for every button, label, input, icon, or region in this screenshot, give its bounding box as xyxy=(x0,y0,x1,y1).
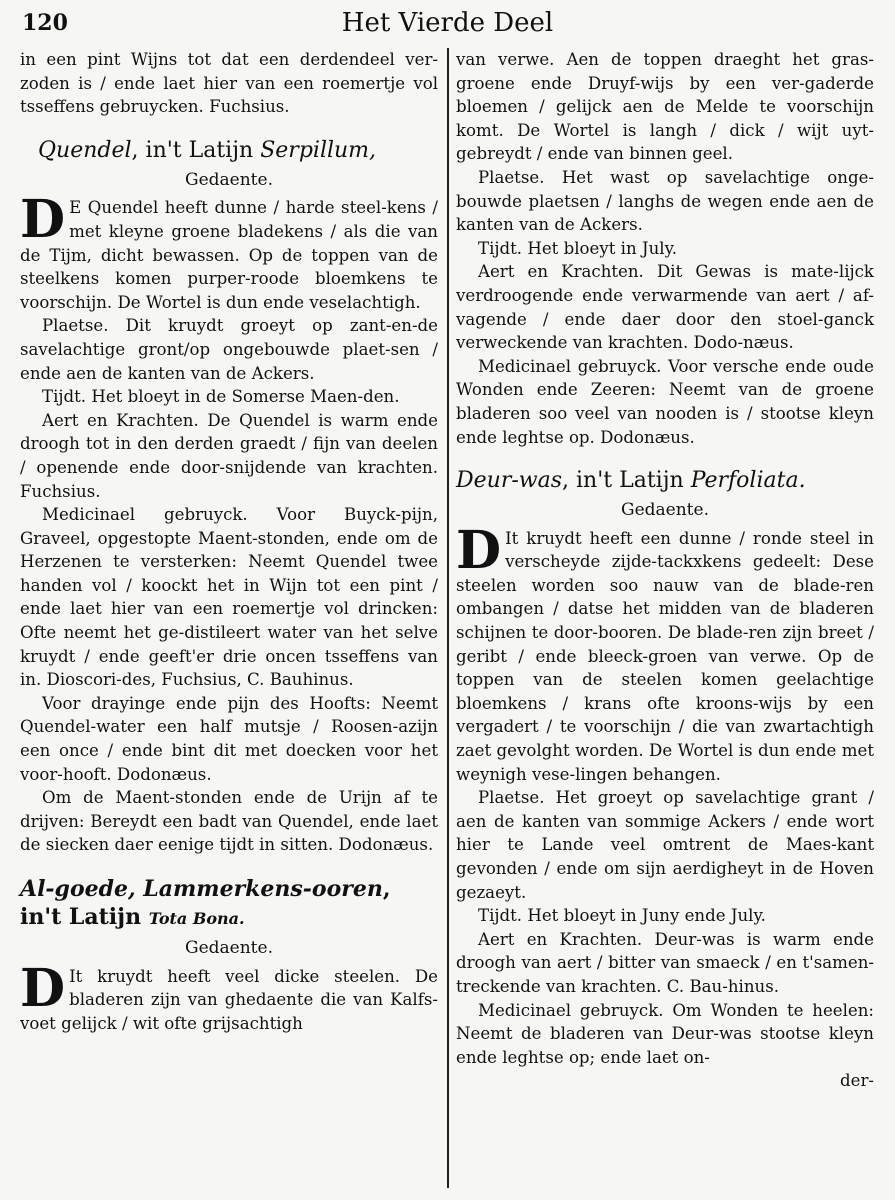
deurwas-aert: Aert en Krachten. Deur-was is warm ende droogh van aert / bitter van smaeck / en t'samen-treckende van krachten. C. Bau-hinus. xyxy=(456,929,874,996)
page-header xyxy=(0,0,895,48)
column-divider xyxy=(447,48,449,1188)
algoede-lat-name: Tota Bona. xyxy=(148,909,245,928)
deurwas-gedaente-text: It kruydt heeft een dunne / ronde steel in verscheyde zijde-tackxkens gedeelt: Dese steelen worden soo nauw van de blade-ren ombangen / datse het midden van de bladeren schijnen te door-booren. De blade-ren zijn breet / geribt / ende bleeck-groen van verwe. Op de toppen van de steelen komen geelachtige bloemkens / krans ofte kroons-wijs by een vergadert / te voorschijn / die van zwartachtigh zaet gevolght worden. De Wortel is dun ende met weynigh vese-lingen behangen. xyxy=(456,528,874,784)
catchword: der- xyxy=(840,1071,874,1091)
quendel-medicinael: Medicinael gebruyck. Voor Buyck-pijn, Graveel, opgestopte Maent-stonden, ende om de Herzenen te versterken: Neemt Quendel twee handen vol / koockt het in Wijn tot een pint / ende laet hier van een roemertje vol drincken: Ofte neemt het ge-distileert water van het selve kruydt / ende geeft'er drie oncen tsseffens van in. Dioscori-des, Fuchsius, C. Bauhinus. xyxy=(20,505,438,690)
dropcap: D xyxy=(20,189,66,251)
deurwas-medicinael: Medicinael gebruyck. Om Wonden te heelen: Neemt de bladeren van Deur-was stootse kleyn ende leghtse op; ende laet on- xyxy=(456,1000,874,1067)
quendel-gedaente-label: Gedaente. xyxy=(185,169,273,190)
deurwas-lat-prefix: , in't Latijn xyxy=(562,468,684,494)
quendel-tijdt: Tijdt. Het bloeyt in de Somerse Maen-den. xyxy=(42,387,400,407)
deurwas-heading xyxy=(456,467,874,495)
deurwas-lat-name: Perfoliata. xyxy=(690,468,806,494)
quendel-lat-prefix: , in't Latijn xyxy=(131,137,254,163)
quendel-gedaente-text: E Quendel heeft dunne / harde steel-kens / met kleyne groene bladekens / als die van de Tijm, dicht bewassen. Op de toppen van de steelkens komen purper-roode bloemkens te voorschijn. De Wortel is dun ende veselachtigh. xyxy=(20,198,438,312)
right-plaetse: Plaetse. Het wast op savelachtige onge-bouwde plaetsen / langhs de wegen ende aen de kanten van de Ackers. xyxy=(456,167,874,235)
intro-paragraph: in een pint Wijns tot dat een derdendeel ver-zoden is / ende laet hier van een roemertje vol tsseffens gebruycken. Fuchsius. xyxy=(20,50,438,117)
running-title: Het Vierde Deel xyxy=(341,8,554,38)
quendel-drayinge: Voor drayinge ende pijn des Hoofts: Neemt Quendel-water een half mutsje / Roosen-azijn een once / ende bint dit met doecken voor het voor-hooft. Dodonæus. xyxy=(20,693,438,784)
deurwas-plaetse: Plaetse. Het groeyt op savelachtige grant / aen de kanten van sommige Ackers / ende wort hier te Lande veel omtrent de Maes-kant gevonden / ende om sijn aerdigheyt in de Hoven gezaeyt. xyxy=(456,788,874,902)
left-column xyxy=(20,48,438,1035)
algoede-gedaente xyxy=(20,957,438,1036)
quendel-aert: Aert en Krachten. De Quendel is warm ende droogh tot in den derden graedt / fijn van deelen / openende ende door-snijdende van krachten. Fuchsius. xyxy=(20,410,438,501)
deurwas-tijdt: Tijdt. Het bloeyt in Juny ende July. xyxy=(478,906,766,926)
quendel-title: Quendel xyxy=(38,137,132,163)
dropcap: D xyxy=(20,957,66,1019)
right-aert: Aert en Krachten. Dit Gewas is mate-lijck verdroogende ende verwarmende van aert / af-vagende / ende daer door den stoel-ganck verweckende van krachten. Dodo-næus. xyxy=(456,262,874,353)
deurwas-gedaente xyxy=(456,519,874,787)
right-continuation: van verwe. Aen de toppen draeght het gras-groene ende Druyf-wijs by een ver-gaderde bloemen / gelijck aen de Melde te voorschijn komt. De Wortel is langh / dick / wijt uyt-gebreydt / ende van binnen geel. xyxy=(456,50,874,164)
quendel-maent: Om de Maent-stonden ende de Urijn af te drijven: Bereydt een badt van Quendel, ende laet de siecken daer eenige tijdt in sitten. Dodonæus. xyxy=(20,788,438,855)
quendel-lat-name: Serpillum, xyxy=(260,137,377,163)
algoede-title: Al-goede, Lammerkens-ooren xyxy=(20,876,383,902)
quendel-gedaente xyxy=(20,189,438,314)
quendel-heading xyxy=(38,137,438,165)
right-column xyxy=(456,48,874,1093)
right-tijdt: Tijdt. Het bloeyt in July. xyxy=(478,238,678,258)
quendel-plaetse: Plaetse. Dit kruydt groeyt op zant-en-de savelachtige gront/op ongebouwde plaet-sen / ende aen de kanten van de Ackers. xyxy=(20,316,438,383)
dropcap: D xyxy=(456,519,502,581)
algoede-heading xyxy=(20,875,438,933)
deurwas-gedaente-label: Gedaente. xyxy=(621,500,709,521)
page-number: 120 xyxy=(22,10,68,36)
algoede-gedaente-text: It kruydt heeft veel dicke steelen. De bladeren zijn van ghedaente die van Kalfs-voet gelijck / wit ofte grijsachtigh xyxy=(20,966,438,1033)
algoede-gedaente-label: Gedaente. xyxy=(185,938,273,958)
right-medicinael: Medicinael gebruyck. Voor versche ende oude Wonden ende Zeeren: Neemt van de groene bladeren soo veel van nooden is / stootse kleyn ende leghtse op. Dodonæus. xyxy=(456,356,874,447)
algoede-lat-prefix: , in't Latijn xyxy=(20,876,391,930)
deurwas-title: Deur-was xyxy=(456,468,563,494)
